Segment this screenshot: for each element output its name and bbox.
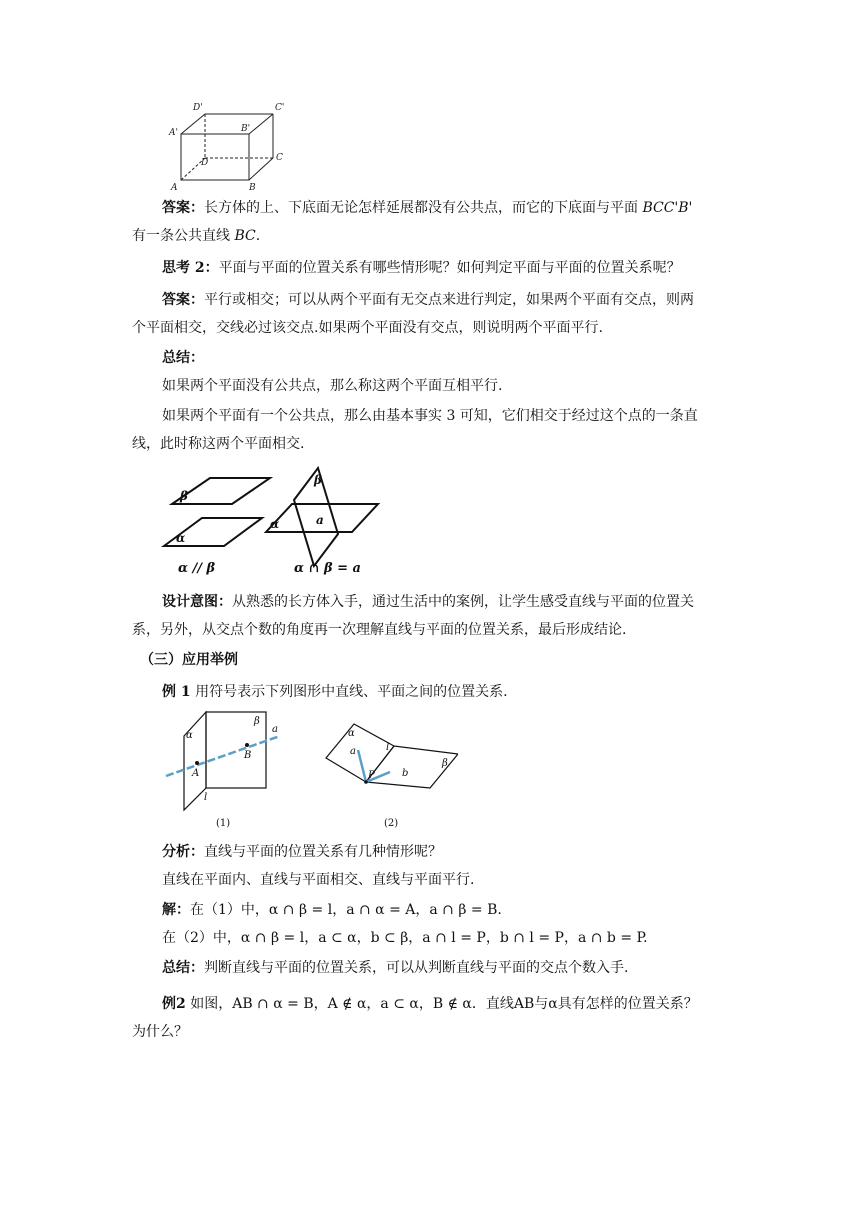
summary-text: 判断直线与平面的位置关系，可以从判断直线与平面的交点个数入手. [204, 960, 629, 976]
beta-label: β [180, 489, 188, 503]
a-label: a [350, 746, 356, 757]
summary-line3: 线，此时称这两个平面相交. [132, 436, 305, 452]
a-label: a [272, 724, 278, 735]
b-label: b [402, 768, 409, 779]
design-line1 [162, 592, 762, 612]
example1-figure [158, 702, 458, 830]
P-label: P [368, 770, 375, 781]
vertex-label: A [171, 183, 178, 192]
example-text: 用符号表示下列图形中直线、平面之间的位置关系. [195, 684, 508, 700]
vertex-label: D [201, 158, 209, 168]
solution-line1 [162, 900, 762, 920]
a-label: a [316, 513, 324, 527]
example2-line2: 为什么？ [132, 1024, 188, 1040]
caption-parallel: α // β [178, 561, 216, 576]
point-A-label: A [192, 768, 200, 779]
line-name: BC [234, 228, 256, 244]
answer-text: 长方体的上、下底面无论怎样延展都没有公共点，而它的下底面与平面 [204, 200, 638, 216]
answer-text: 平行或相交；可以从两个平面有无交点来进行判定，如果两个平面有交点，则两 [204, 292, 694, 308]
alpha-label: α [348, 728, 355, 739]
analysis-line2: 直线在平面内、直线与平面相交、直线与平面平行. [162, 872, 475, 888]
think2-line [162, 258, 762, 278]
cuboid-figure [165, 100, 295, 192]
vertex-label: D' [193, 103, 203, 113]
example2-line1 [162, 994, 762, 1014]
answer-text-b: 有一条公共直线 [132, 228, 230, 244]
point-B-label: B [244, 750, 252, 761]
answer1-line2 [132, 226, 732, 246]
alpha-label: α [176, 531, 186, 545]
caption-intersect: α ∩ β = a [294, 561, 361, 576]
planes-figure [158, 462, 388, 580]
l-label: l [386, 742, 390, 753]
summary2-line [162, 958, 762, 978]
answer-label: 答案： [162, 292, 204, 308]
beta-label: β [254, 716, 260, 727]
vertex-label: C [276, 153, 283, 163]
plane-name: BCC'B' [642, 200, 693, 216]
think-text: 平面与平面的位置关系有哪些情形呢？如何判定平面与平面的位置关系呢？ [218, 260, 681, 276]
caption-1: (1) [216, 818, 231, 829]
example-label: 例2 [162, 996, 186, 1012]
example-text: 如图，AB ∩ α = B，A ∉ α，a ⊂ α，B ∉ α．直线AB与α具有怎样的位置关系？ [190, 996, 698, 1012]
design-text: 从熟悉的长方体入手，通过生活中的案例，让学生感受直线与平面的位置关 [232, 594, 694, 610]
design-line2: 系，另外，从交点个数的角度再一次理解直线与平面的位置关系，最后形成结论. [132, 622, 627, 638]
solution-text: 在（1）中，α ∩ β = l，a ∩ α = A，a ∩ β = B. [190, 902, 502, 918]
summary-label: 总结： [162, 350, 204, 366]
solution-line2: 在（2）中，α ∩ β = l，a ⊂ α，b ⊂ β，a ∩ l = P，b ∩ l = P，a ∩ b = P. [162, 930, 648, 946]
caption-2: (2) [384, 818, 399, 829]
answer2-line1 [162, 290, 762, 310]
beta-label: β [314, 473, 322, 487]
alpha-label: α [186, 730, 193, 741]
l-label: l [204, 792, 208, 803]
vertex-label: A' [169, 128, 178, 138]
example-label: 例 1 [162, 684, 191, 700]
summary-label: 总结： [162, 960, 204, 976]
period: . [255, 228, 261, 244]
section-heading: （三）应用举例 [140, 652, 238, 668]
summary-line1: 如果两个平面没有公共点，那么称这两个平面互相平行. [162, 378, 503, 394]
beta-label: β [442, 758, 448, 769]
answer-label: 答案： [162, 200, 204, 216]
answer-text: 个平面相交，交线必过该交点.如果两个平面没有交点，则说明两个平面平行. [132, 320, 603, 336]
analysis-label: 分析： [162, 844, 204, 860]
answer2-line2 [132, 318, 732, 338]
vertex-label: C' [275, 103, 285, 113]
design-label: 设计意图： [162, 594, 232, 610]
example1-line [162, 682, 762, 702]
alpha-label: α [270, 517, 280, 531]
summary-line2: 如果两个平面有一个公共点，那么由基本事实 3 可知，它们相交于经过这个点的一条直 [162, 408, 698, 424]
answer1-line1 [162, 198, 762, 218]
analysis-text: 直线与平面的位置关系有几种情形呢？ [204, 844, 442, 860]
solution-label: 解： [162, 902, 190, 918]
vertex-label: B' [241, 124, 251, 134]
analysis-line1 [162, 842, 762, 862]
vertex-label: B [249, 183, 256, 192]
think-label: 思考 2： [162, 260, 219, 276]
